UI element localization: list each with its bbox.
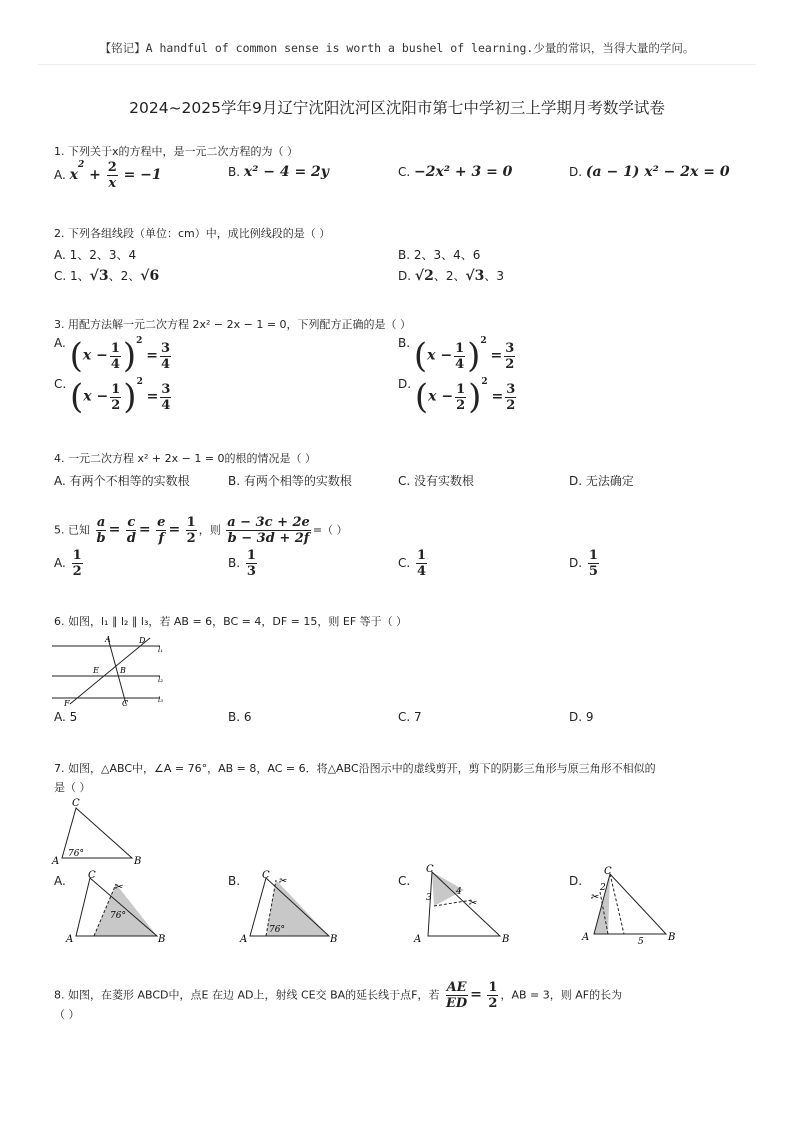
scissors-icon: ✂ (468, 898, 477, 909)
q2-d-mid2: 、3 (484, 269, 505, 283)
label-A: A (414, 934, 422, 945)
q3-stem: 3. 用配方法解一元二次方程 2x² − 2x − 1 = 0，下列配方正确的是（ ） (54, 318, 412, 331)
q1-option-a[interactable]: A. $x^2$ + $\frac{2}{x}$ = −1 (54, 160, 162, 191)
label-A: A (582, 932, 590, 943)
label-C: C (262, 870, 270, 881)
q4-option-d[interactable]: D. 无法确定 (569, 474, 634, 488)
q7-option-b[interactable]: B. (228, 874, 241, 888)
label-F: F (64, 699, 70, 708)
length-4: 4 (456, 887, 462, 897)
label-A: A (240, 934, 248, 945)
q6-option-b[interactable]: B. 6 (228, 710, 252, 724)
q6-option-a[interactable]: A. 5 (54, 710, 78, 724)
q2-option-b[interactable]: B. 2、3、4、6 (398, 248, 481, 262)
label-B: B (502, 934, 510, 945)
label-l2: l₂ (158, 676, 164, 684)
length-2: 2 (600, 883, 606, 893)
cut-line-2 (610, 874, 624, 934)
q1-option-b[interactable] (228, 164, 329, 180)
q3-option-b[interactable]: B. (x − $\frac{1}{4}$ )$^2$ = $\frac{3}{2}$ (398, 336, 515, 376)
label-C: C (122, 699, 129, 708)
scissors-icon: ✂ (590, 892, 599, 903)
q4-option-b[interactable]: B. 有两个相等的实数根 (228, 474, 352, 488)
q5-label-d: D. (569, 556, 583, 570)
q1-label-a: A. (54, 168, 66, 182)
q3-option-c[interactable]: C. (x − $\frac{1}{2}$ )$^2$ = $\frac{3}{4}$ (54, 377, 171, 417)
q1-c-expr: −2x² + 3 = 0 (414, 164, 513, 180)
q8-stem-b: ，AB = 3，则 AF的长为 (500, 988, 623, 1002)
label-l1: l₁ (158, 646, 164, 654)
q7-option-a[interactable]: A. (54, 874, 66, 888)
q2-stem: 2. 下列各组线段（单位：cm）中，成比例线段的是（ ） (54, 227, 331, 240)
q1-b-expr: x² − 4 = 2y (243, 164, 329, 180)
q6-option-d[interactable]: D. 9 (569, 710, 594, 724)
q7-option-d-figure[interactable] (580, 862, 690, 946)
label-E: E (93, 666, 99, 675)
q7-stem-2: 是（ ） (54, 781, 91, 794)
q2-c-pre: C. 1、 (54, 269, 90, 283)
q3-label-a: A. (54, 336, 66, 350)
q8-stem: 8. 如图，在菱形 ABCD中，点E 在边 AD上，射线 CE交 BA的延长线于点F，若 $\frac{AE}{ED}$ = $\frac{1}{2}$ ，AB = 3，则 AF的长为 (54, 980, 623, 1011)
q7-option-c[interactable]: C. (398, 874, 411, 888)
length-3: 3 (426, 893, 432, 903)
label-B: B (158, 934, 166, 945)
label-B: B (120, 666, 126, 675)
q5-middle: ，则 (198, 523, 221, 537)
label-A: A (52, 856, 60, 867)
q5-option-c[interactable]: C. $\frac{1}{4}$ (398, 548, 427, 579)
q7-stem: 7. 如图，△ABC中，∠A = 76°，AB = 8，AC = 6．将△ABC沿图示中的虚线剪开，剪下的阴影三角形与原三角形不相似的 (54, 762, 656, 775)
angle-label: 76° (68, 849, 84, 859)
q7-main-figure (50, 796, 150, 868)
q2-d-pre: D. (398, 269, 415, 283)
q3-label-c: C. (54, 377, 67, 391)
label-C: C (604, 866, 612, 877)
q3-option-a[interactable]: A. (x − $\frac{1}{4}$ )$^2$ = $\frac{3}{4}$ (54, 336, 171, 376)
q5-suffix: =（ ） (312, 523, 348, 537)
q2-option-a[interactable]: A. 1、2、3、4 (54, 248, 137, 262)
page-title: 2024~2025学年9月辽宁沈阳沈河区沈阳市第七中学初三上学期月考数学试卷 (129, 99, 665, 117)
q5-label-c: C. (398, 556, 411, 570)
header-motto: 【铭记】A handful of common sense is worth a bushel of learning.少量的常识，当得大量的学问。 (99, 41, 695, 55)
q5-option-b[interactable]: B. $\frac{1}{3}$ (228, 548, 256, 579)
q1-label-c: C. (398, 165, 411, 179)
label-C: C (72, 798, 80, 809)
q2-option-d[interactable]: D. √2、2、√3、3 (398, 268, 505, 284)
q5-label-a: A. (54, 556, 66, 570)
label-A: A (105, 635, 111, 644)
q1-option-c[interactable] (398, 164, 512, 180)
q8-stem-2: （ ） (54, 1008, 80, 1021)
q5-prefix: 5. 已知 (54, 523, 90, 537)
q3-label-d: D. (398, 377, 412, 391)
q1-d-expr: (a − 1) x² − 2x = 0 (585, 164, 730, 180)
q1-option-d[interactable] (569, 164, 730, 180)
header-divider (38, 64, 756, 65)
q2-d-mid1: 、2、 (433, 269, 466, 283)
q2-c-mid: 、2、 (108, 269, 141, 283)
q3-option-d[interactable]: D. (x − $\frac{1}{2}$ )$^2$ = $\frac{3}{2}$ (398, 377, 516, 417)
label-C: C (88, 870, 96, 881)
q6-stem: 6. 如图，l₁ ∥ l₂ ∥ l₃，若 AB = 6，BC = 4，DF = 15，则 EF 等于（ ） (54, 615, 408, 628)
length-5: 5 (638, 937, 644, 946)
q4-stem: 4. 一元二次方程 x² + 2x − 1 = 0的根的情况是（ ） (54, 452, 317, 465)
q4-option-a[interactable]: A. 有两个不相等的实数根 (54, 474, 190, 488)
q6-option-c[interactable]: C. 7 (398, 710, 422, 724)
label-B: B (134, 856, 142, 867)
q3-label-b: B. (398, 336, 411, 350)
scissors-icon: ✂ (278, 876, 287, 887)
label-C: C (426, 864, 434, 875)
q1-stem: 1. 下列关于x的方程中，是一元二次方程的为（ ） (54, 145, 298, 158)
label-B: B (668, 932, 676, 943)
q4-option-c[interactable]: C. 没有实数根 (398, 474, 475, 488)
q6-figure (50, 632, 170, 708)
q7-option-b-figure[interactable] (236, 866, 346, 946)
q2-option-c[interactable]: C. 1、√3、2、√6 (54, 268, 160, 284)
q5-option-a[interactable]: A. $\frac{1}{2}$ (54, 548, 82, 579)
label-D: D (139, 636, 146, 645)
q1-label-b: B. (228, 165, 241, 179)
q7-option-d[interactable]: D. (569, 874, 583, 888)
transversal-def (70, 638, 150, 704)
q7-option-c-figure[interactable] (408, 862, 518, 946)
angle-label: 76° (110, 911, 126, 921)
angle-label: 76° (269, 925, 285, 935)
q1-label-d: D. (569, 165, 583, 179)
q7-option-a-figure[interactable] (64, 866, 174, 946)
q8-stem-a: 8. 如图，在菱形 ABCD中，点E 在边 AD上，射线 CE交 BA的延长线于点F，若 (54, 988, 440, 1002)
q5-stem: 5. 已知 $\frac{a}{b}$ = $\frac{c}{d}$ = $\frac{e}{f}$ = $\frac{1}{2}$ ，则 $\frac{a - 3c + 2e}{b - 3d + 2f}$ =（ ） (54, 515, 348, 546)
scissors-icon: ✂ (114, 882, 123, 893)
label-A: A (66, 934, 74, 945)
label-l3: l₃ (158, 696, 164, 704)
q5-option-d[interactable]: D. $\frac{1}{5}$ (569, 548, 598, 579)
label-B: B (330, 934, 338, 945)
q5-label-b: B. (228, 556, 241, 570)
